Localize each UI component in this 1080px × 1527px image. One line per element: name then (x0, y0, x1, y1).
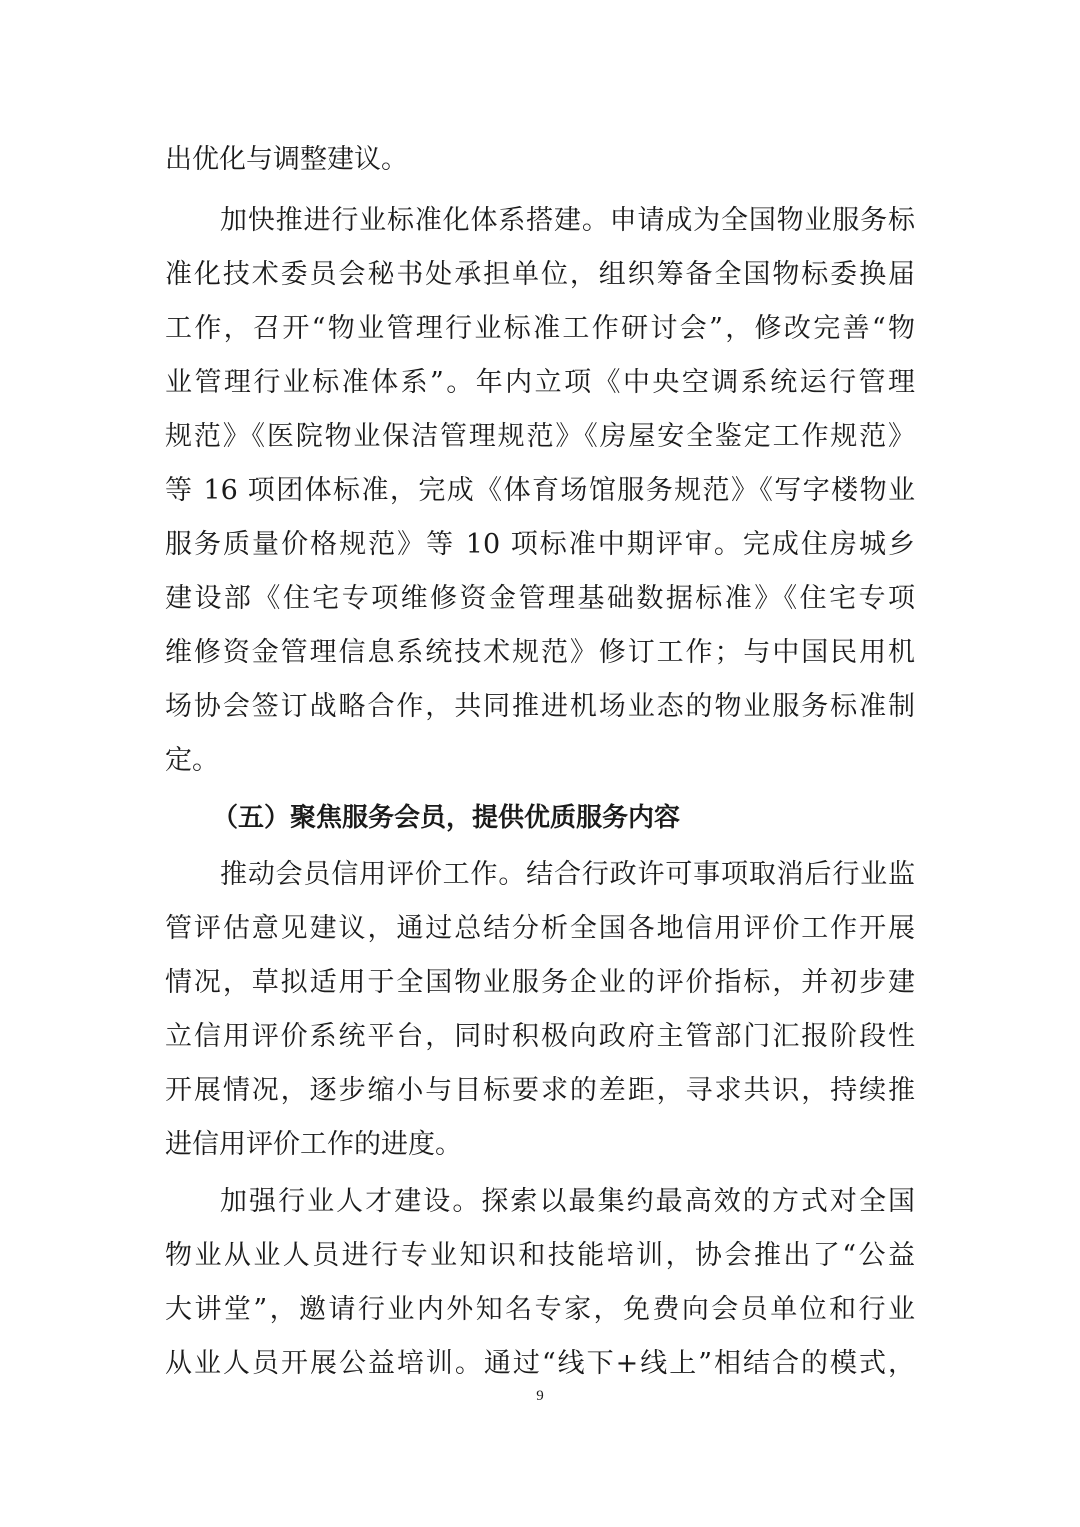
text-line: 大讲堂”，邀请行业内外知名专家，免费向会员单位和行业 (165, 1294, 915, 1325)
text-line: 开展情况，逐步缩小与目标要求的差距，寻求共识，持续推 (165, 1075, 915, 1106)
text-line: 定。 (165, 745, 219, 776)
text-line: 进信用评价工作的进度。 (165, 1129, 462, 1160)
paragraph-credit-evaluation-start: 推动会员信用评价工作。结合行政许可事项取消后行业监 (220, 859, 915, 890)
text-line: 场协会签订战略合作，共同推进机场业态的物业服务标准制 (165, 691, 915, 722)
text-line: 规范》《医院物业保洁管理规范》《房屋安全鉴定工作规范》 (165, 421, 915, 452)
text-line: 准化技术委员会秘书处承担单位，组织筹备全国物标委换届 (165, 259, 915, 290)
paragraph-talent-start: 加强行业人才建设。探索以最集约最高效的方式对全国 (220, 1186, 915, 1217)
paragraph-standardization-start: 加快推进行业标准化体系搭建。申请成为全国物业服务标 (220, 205, 915, 236)
text-line: 从业人员开展公益培训。通过“线下+线上”相结合的模式， (165, 1348, 915, 1379)
section-heading: （五）聚焦服务会员，提供优质服务内容 (212, 803, 681, 833)
text-line: 维修资金管理信息系统技术规范》修订工作；与中国民用机 (165, 637, 915, 668)
text-line: 建设部《住宅专项维修资金管理基础数据标准》《住宅专项 (165, 583, 915, 614)
text-line: 立信用评价系统平台，同时积极向政府主管部门汇报阶段性 (165, 1021, 915, 1052)
text-line: 等 16 项团体标准，完成《体育场馆服务规范》《写字楼物业 (165, 475, 915, 506)
text-line: 业管理行业标准体系”。年内立项《中央空调系统运行管理 (165, 367, 915, 398)
text-line: 出优化与调整建议。 (165, 144, 408, 175)
page-number: 9 (536, 1388, 544, 1404)
text-line: 服务质量价格规范》等 10 项标准中期评审。完成住房城乡 (165, 529, 915, 560)
text-line: 工作，召开“物业管理行业标准工作研讨会”，修改完善“物 (165, 313, 915, 344)
text-line: 管评估意见建议，通过总结分析全国各地信用评价工作开展 (165, 913, 915, 944)
text-line: 物业从业人员进行专业知识和技能培训，协会推出了“公益 (165, 1240, 915, 1271)
text-line: 情况，草拟适用于全国物业服务企业的评价指标，并初步建 (165, 967, 915, 998)
